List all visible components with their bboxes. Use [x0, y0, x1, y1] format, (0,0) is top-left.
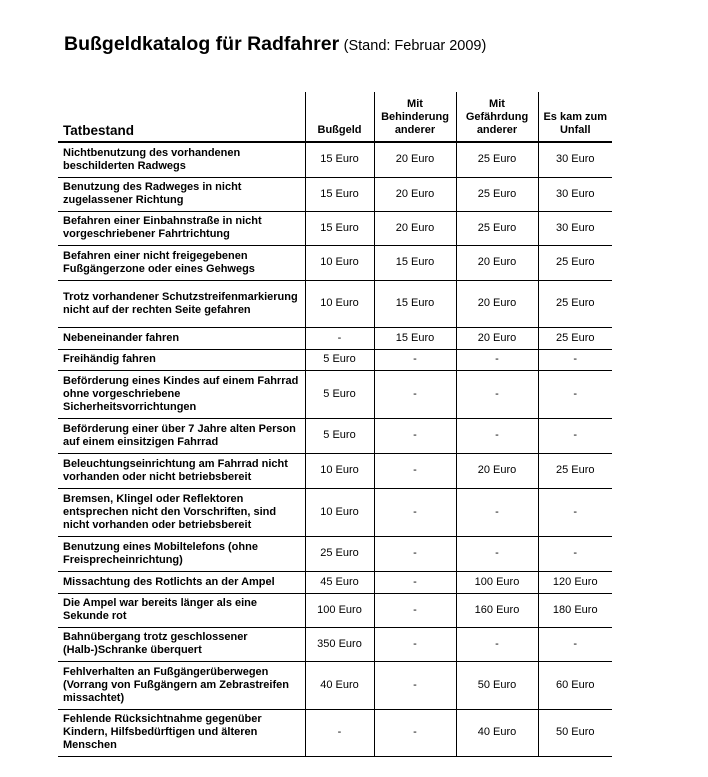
endangerment-fine-cell: -	[456, 536, 538, 571]
endangerment-fine-cell: 40 Euro	[456, 709, 538, 756]
page-title: Bußgeldkatalog für Radfahrer	[64, 33, 340, 55]
accident-fine-cell: -	[538, 536, 612, 571]
table-row	[58, 488, 612, 536]
fine-cell: 100 Euro	[305, 593, 374, 627]
fine-cell: 15 Euro	[305, 177, 374, 211]
fine-cell: 40 Euro	[305, 661, 374, 709]
accident-fine-cell: 30 Euro	[538, 211, 612, 245]
endangerment-fine-cell: 25 Euro	[456, 177, 538, 211]
accident-fine-cell: -	[538, 370, 612, 418]
fine-cell: -	[305, 709, 374, 756]
accident-fine-cell: 60 Euro	[538, 661, 612, 709]
fine-cell: 45 Euro	[305, 571, 374, 593]
table-row	[58, 571, 612, 593]
table-row	[58, 349, 612, 370]
endangerment-fine-cell: 50 Euro	[456, 661, 538, 709]
table-row	[58, 211, 612, 245]
table-row	[58, 453, 612, 488]
endangerment-fine-cell: -	[456, 627, 538, 661]
fine-cell: 10 Euro	[305, 453, 374, 488]
offense-cell: Befahren einer Einbahnstraße in nicht vorgeschriebener Fahrtrichtung	[58, 211, 305, 245]
endangerment-fine-cell: 20 Euro	[456, 280, 538, 327]
fine-cell: 10 Euro	[305, 488, 374, 536]
offense-cell: Bremsen, Klingel oder Reflektoren entsprechen nicht den Vorschriften, sind nicht vorhanden oder betriebsbereit	[58, 488, 305, 536]
table-row	[58, 245, 612, 280]
accident-fine-cell: 50 Euro	[538, 709, 612, 756]
column-header-fine: Bußgeld	[305, 92, 374, 142]
accident-fine-cell: 25 Euro	[538, 280, 612, 327]
table-row	[58, 593, 612, 627]
offense-cell: Beleuchtungseinrichtung am Fahrrad nicht vorhanden oder nicht betriebsbereit	[58, 453, 305, 488]
endangerment-fine-cell: -	[456, 488, 538, 536]
endangerment-fine-cell: 20 Euro	[456, 245, 538, 280]
offense-cell: Beförderung einer über 7 Jahre alten Person auf einem einsitzigen Fahrrad	[58, 418, 305, 453]
obstruction-fine-cell: -	[374, 571, 456, 593]
fine-cell: 5 Euro	[305, 349, 374, 370]
table-row	[58, 370, 612, 418]
fine-cell: 15 Euro	[305, 211, 374, 245]
accident-fine-cell: 30 Euro	[538, 142, 612, 177]
table-row	[58, 280, 612, 327]
fine-cell: -	[305, 327, 374, 349]
table-row	[58, 627, 612, 661]
offense-cell: Bahnübergang trotz geschlossener (Halb-)Schranke überquert	[58, 627, 305, 661]
accident-fine-cell: 30 Euro	[538, 177, 612, 211]
obstruction-fine-cell: -	[374, 488, 456, 536]
endangerment-fine-cell: -	[456, 418, 538, 453]
endangerment-fine-cell: 100 Euro	[456, 571, 538, 593]
fine-cell: 10 Euro	[305, 280, 374, 327]
accident-fine-cell: 25 Euro	[538, 327, 612, 349]
offense-cell: Fehlende Rücksichtnahme gegenüber Kindern, Hilfsbedürftigen und älteren Menschen	[58, 709, 305, 756]
fine-cell: 5 Euro	[305, 418, 374, 453]
obstruction-fine-cell: -	[374, 349, 456, 370]
endangerment-fine-cell: 25 Euro	[456, 211, 538, 245]
offense-cell: Missachtung des Rotlichts an der Ampel	[58, 571, 305, 593]
fine-cell: 5 Euro	[305, 370, 374, 418]
obstruction-fine-cell: -	[374, 661, 456, 709]
accident-fine-cell: -	[538, 418, 612, 453]
fine-cell: 350 Euro	[305, 627, 374, 661]
offense-cell: Beförderung eines Kindes auf einem Fahrrad ohne vorgeschriebene Sicherheitsvorrichtungen	[58, 370, 305, 418]
offense-cell: Freihändig fahren	[58, 349, 305, 370]
column-header-accident: Es kam zum Unfall	[538, 92, 612, 142]
fine-cell: 10 Euro	[305, 245, 374, 280]
endangerment-fine-cell: 20 Euro	[456, 327, 538, 349]
obstruction-fine-cell: -	[374, 709, 456, 756]
document-title	[64, 33, 486, 56]
obstruction-fine-cell: -	[374, 593, 456, 627]
obstruction-fine-cell: 15 Euro	[374, 280, 456, 327]
offense-cell: Die Ampel war bereits länger als eine Sekunde rot	[58, 593, 305, 627]
accident-fine-cell: 25 Euro	[538, 245, 612, 280]
obstruction-fine-cell: -	[374, 418, 456, 453]
accident-fine-cell: -	[538, 349, 612, 370]
table-row	[58, 709, 612, 756]
page-subtitle: (Stand: Februar 2009)	[343, 38, 487, 54]
accident-fine-cell: -	[538, 627, 612, 661]
offense-cell: Nebeneinander fahren	[58, 327, 305, 349]
table-row	[58, 327, 612, 349]
endangerment-fine-cell: 25 Euro	[456, 142, 538, 177]
obstruction-fine-cell: 20 Euro	[374, 177, 456, 211]
table-row	[58, 536, 612, 571]
obstruction-fine-cell: 20 Euro	[374, 142, 456, 177]
offense-cell: Befahren einer nicht freigegebenen Fußgängerzone oder eines Gehwegs	[58, 245, 305, 280]
obstruction-fine-cell: -	[374, 370, 456, 418]
offense-cell: Trotz vorhandener Schutzstreifenmarkierung nicht auf der rechten Seite gefahren	[58, 280, 305, 327]
endangerment-fine-cell: -	[456, 370, 538, 418]
accident-fine-cell: 180 Euro	[538, 593, 612, 627]
offense-cell: Benutzung eines Mobiltelefons (ohne Freisprecheinrichtung)	[58, 536, 305, 571]
fine-cell: 15 Euro	[305, 142, 374, 177]
column-header-endangerment: Mit Gefährdung anderer	[456, 92, 538, 142]
obstruction-fine-cell: -	[374, 536, 456, 571]
endangerment-fine-cell: 20 Euro	[456, 453, 538, 488]
table-header-row	[58, 92, 612, 142]
table-row	[58, 661, 612, 709]
obstruction-fine-cell: -	[374, 453, 456, 488]
offense-cell: Fehlverhalten an Fußgängerüberwegen (Vorrang von Fußgängern am Zebrastreifen missachtet)	[58, 661, 305, 709]
table-row	[58, 418, 612, 453]
fine-catalog-table	[58, 92, 612, 757]
table-row	[58, 177, 612, 211]
offense-cell: Benutzung des Radweges in nicht zugelassener Richtung	[58, 177, 305, 211]
endangerment-fine-cell: 160 Euro	[456, 593, 538, 627]
offense-cell: Nichtbenutzung des vorhandenen beschilderten Radwegs	[58, 142, 305, 177]
table-row	[58, 142, 612, 177]
accident-fine-cell: 25 Euro	[538, 453, 612, 488]
endangerment-fine-cell: -	[456, 349, 538, 370]
obstruction-fine-cell: 15 Euro	[374, 245, 456, 280]
column-header-obstruction: Mit Behinderung anderer	[374, 92, 456, 142]
fine-cell: 25 Euro	[305, 536, 374, 571]
accident-fine-cell: 120 Euro	[538, 571, 612, 593]
obstruction-fine-cell: -	[374, 627, 456, 661]
column-header-offense: Tatbestand	[58, 92, 305, 142]
obstruction-fine-cell: 15 Euro	[374, 327, 456, 349]
accident-fine-cell: -	[538, 488, 612, 536]
obstruction-fine-cell: 20 Euro	[374, 211, 456, 245]
